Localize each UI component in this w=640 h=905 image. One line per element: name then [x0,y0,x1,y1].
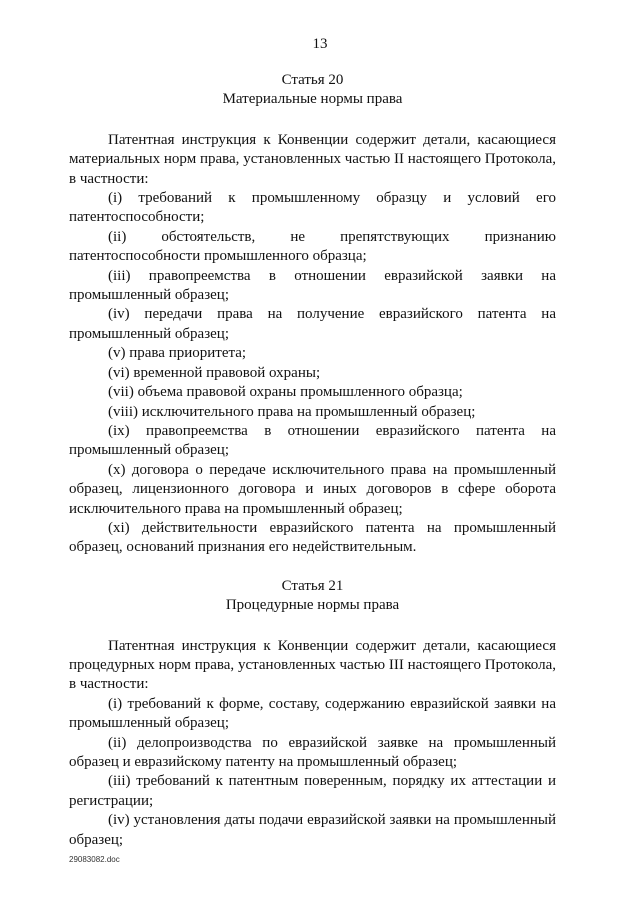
article-20-intro: Патентная инструкция к Конвенции содержит детали, касающиеся материальных норм права, установленных частью II настоящего Протокола, в частности: [69,131,556,187]
article-20-item-xi: (xi) действительности евразийского патента на промышленный образец, оснований признания его недействительным. [69,519,556,556]
document-body [69,71,556,850]
article-20-item-iii: (iii) правопреемства в отношении евразийской заявки на промышленный образец; [69,267,556,304]
article-20-item-ii: (ii) обстоятельств, не препятствующих признанию патентоспособности промышленного образца; [69,228,556,265]
document-footer: 29083082.doc [69,855,120,864]
article-20-item-iv: (iv) передачи права на получение евразийского патента на промышленный образец; [69,306,556,342]
article-20-item-viii: (viii) исключительного права на промышленный образец; [108,403,476,420]
article-21-item-iii: (iii) требований к патентным поверенным, порядку их аттестации и регистрации; [69,773,556,809]
article-21-heading [69,577,556,616]
article-20-item-i: (i) требований к промышленному образцу и условий его патентоспособности; [69,190,556,226]
article-20-title: Статья 20 [281,72,344,88]
article-21-item-i: (i) требований к форме, составу, содержанию евразийской заявки на промышленный образец; [69,695,556,732]
article-21-item-iv: (iv) установления даты подачи евразийской заявки на промышленный образец; [69,812,556,848]
article-20-heading [69,71,556,110]
article-20-item-x: (x) договора о передаче исключительного права на промышленный образец, лицензионного договора и иных договоров в сфере оборота исключительного права на промышленный образец; [69,461,556,517]
article-20-item-ix: (ix) правопреемства в отношении евразийского патента на промышленный образец; [69,422,556,459]
article-20-subtitle: Материальные нормы права [222,91,403,108]
article-21-intro: Патентная инструкция к Конвенции содержит детали, касающиеся процедурных норм права, установленных частью III настоящего Протокола, в частности: [69,637,556,693]
article-21-subtitle: Процедурные нормы права [225,597,400,614]
article-20-item-vi: (vi) временной правовой охраны; [108,364,321,381]
page-number: 13 [312,36,328,52]
article-20-item-v: (v) права приоритета; [108,345,247,362]
article-21-item-ii: (ii) делопроизводства по евразийской заявке на промышленный образец и евразийскому патенту на промышленный образец; [69,734,556,770]
article-21-title: Статья 21 [281,577,344,594]
article-20-item-vii: (vii) объема правовой охраны промышленного образца; [108,384,463,401]
